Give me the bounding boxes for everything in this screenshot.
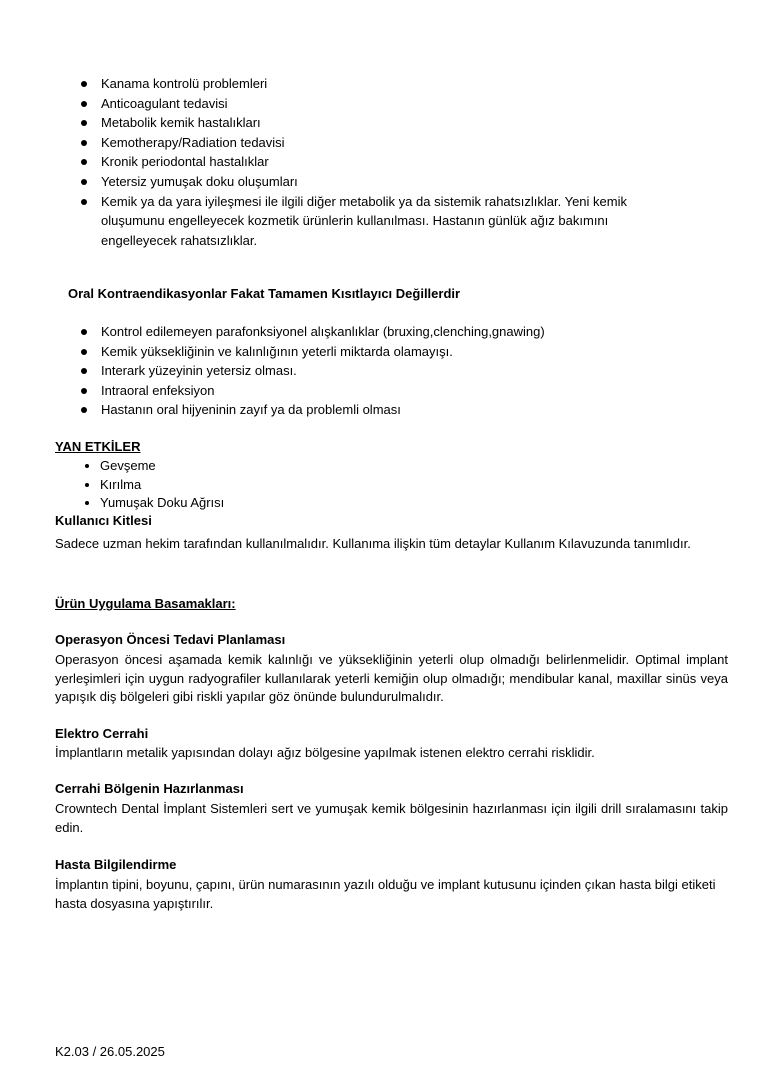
list-item: Kontrol edilemeyen parafonksiyonel alışkanlıklar (bruxing,clenching,gnawing) <box>81 322 681 342</box>
contraindications-list <box>81 74 671 250</box>
oral-contraindications-list <box>81 322 681 420</box>
document-footer-code: K2.03 / 26.05.2025 <box>55 1044 165 1059</box>
section-title: Elektro Cerrahi <box>55 726 149 741</box>
side-effects-list <box>85 457 385 513</box>
user-group-text: Sadece uzman hekim tarafından kullanılmalıdır. Kullanıma ilişkin tüm detaylar Kullanım Kılavuzunda tanımlıdır. <box>55 536 691 551</box>
section-text: İmplantın tipini, boyunu, çapını, ürün numarasının yazılı olduğu ve implant kutusunu içinden çıkan hasta bilgi etiketi hasta dosyasına yapıştırılır. <box>55 877 716 911</box>
user-group-heading: Kullanıcı Kitlesi <box>55 513 152 528</box>
list-item: Kanama kontrolü problemleri <box>81 74 671 94</box>
list-item: Kemotherapy/Radiation tedavisi <box>81 133 671 153</box>
oral-contraindications-heading: Oral Kontraendikasyonlar Fakat Tamamen Kısıtlayıcı Değillerdir <box>68 286 461 301</box>
list-item: Kronik periodontal hastalıklar <box>81 152 671 172</box>
list-item: Metabolik kemik hastalıkları <box>81 113 671 133</box>
section-text: Operasyon öncesi aşamada kemik kalınlığı ve yüksekliğinin yeterli olup olmadığı belirlenmelidir. Optimal implant yerleşimleri için uygun radyografiler kullanılarak yeterli kemiğin olup olmadığı; mendibular kanal, maxillar sinüs veya yapışık diş bölgeleri gibi riskli yapılar göz önünde bulundurulmalıdır. <box>55 652 728 704</box>
list-item: Hastanın oral hijyeninin zayıf ya da problemli olması <box>81 400 681 420</box>
section-title: Cerrahi Bölgenin Hazırlanması <box>55 781 244 796</box>
section-text: İmplantların metalik yapısından dolayı ağız bölgesine yapılmak istenen elektro cerrahi risklidir. <box>55 745 595 760</box>
list-item: Anticoagulant tedavisi <box>81 94 671 114</box>
list-item: Yumuşak Doku Ağrısı <box>85 494 385 513</box>
side-effects-heading: YAN ETKİLER <box>55 439 141 454</box>
list-item: Kırılma <box>85 476 385 495</box>
list-item: Intraoral enfeksiyon <box>81 381 681 401</box>
list-item: Interark yüzeyinin yetersiz olması. <box>81 361 681 381</box>
list-item: Kemik yüksekliğinin ve kalınlığının yeterli miktarda olamayışı. <box>81 342 681 362</box>
section-text: Crowntech Dental İmplant Sistemleri sert ve yumuşak kemik bölgesinin hazırlanması için ilgili drill sıralamasını takip edin. <box>55 801 728 835</box>
list-item: Kemik ya da yara iyileşmesi ile ilgili diğer metabolik ya da sistemik rahatsızlıklar. Yeni kemik oluşumunu engelleyecek kozmetik ürünlerin kullanılması. Hastanın günlük ağız bakımını engelleyecek rahatsızlıklar. <box>81 192 671 251</box>
section-title: Hasta Bilgilendirme <box>55 857 177 872</box>
list-item: Gevşeme <box>85 457 385 476</box>
application-steps-heading: Ürün Uygulama Basamakları: <box>55 596 236 611</box>
list-item: Yetersiz yumuşak doku oluşumları <box>81 172 671 192</box>
section-title: Operasyon Öncesi Tedavi Planlaması <box>55 632 286 647</box>
